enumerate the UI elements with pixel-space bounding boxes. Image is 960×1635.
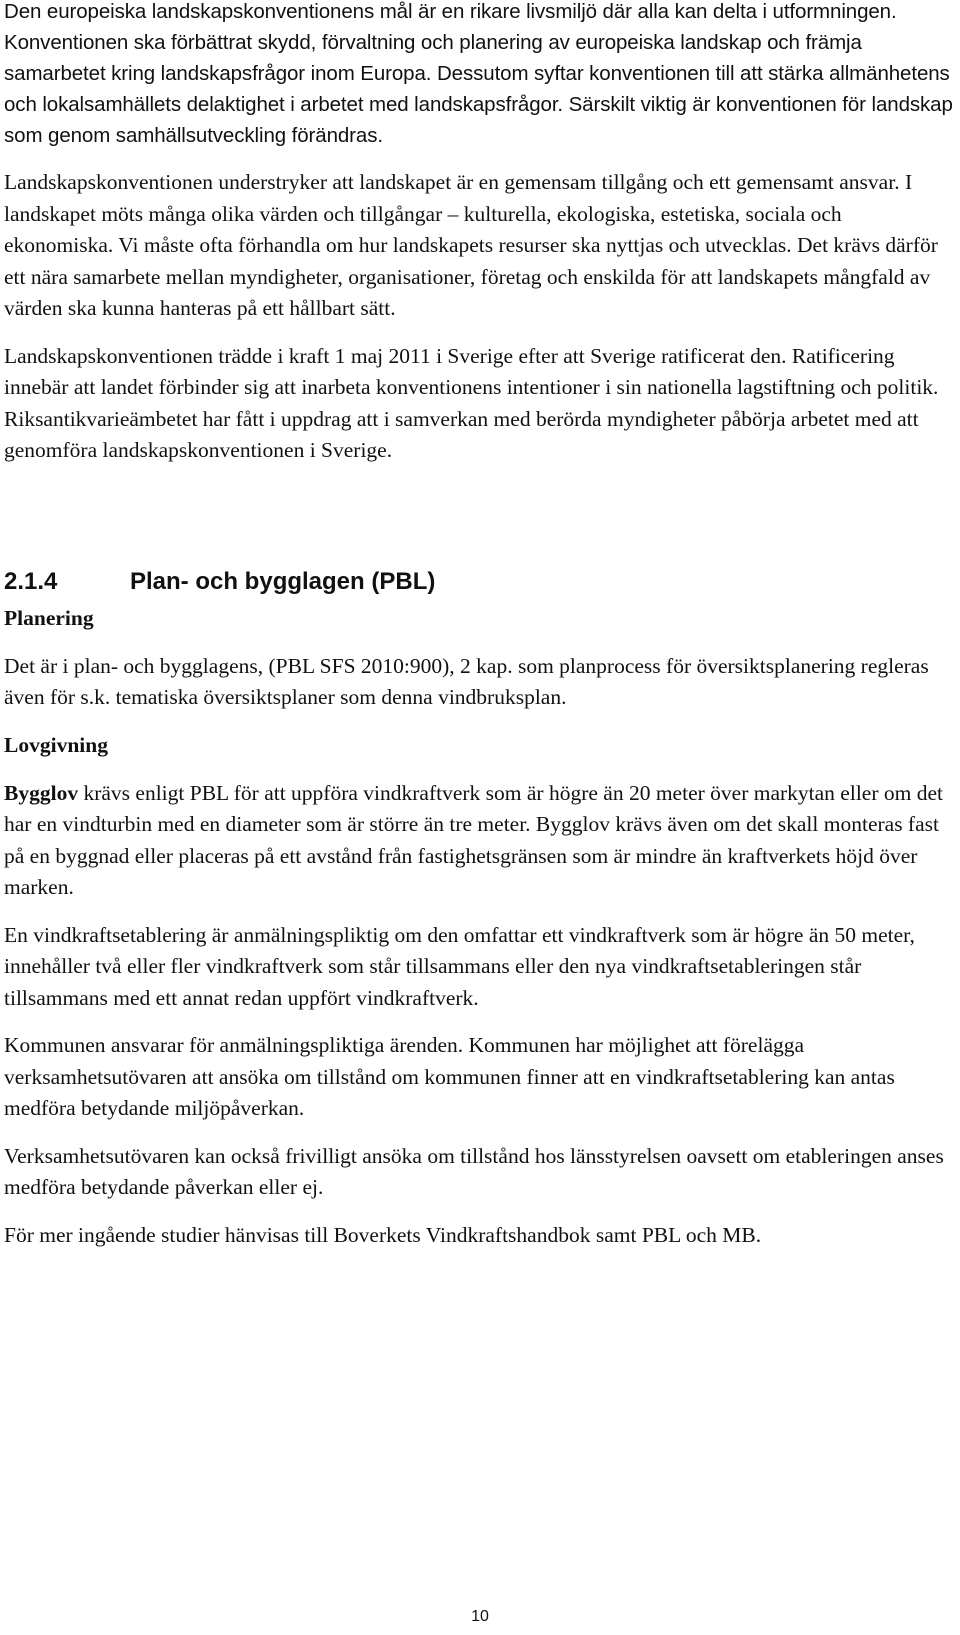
- intro-paragraph: Den europeiska landskapskonventionens mål är en rikare livsmiljö där alla kan delta i utformningen. Konventionen ska förbättrat skydd, förvaltning och planering av europeiska landskap och främja samarbetet kring landskapsfrågor inom Europa. Dessutom syftar konventionen till att stärka allmänhetens och lokalsamhällets delaktighet i arbetet med landskapsfrågor. Särskilt viktig är konventionen för landskap som genom samhällsutveckling förändras.: [4, 0, 953, 147]
- planering-paragraph: Det är i plan- och bygglagens, (PBL SFS 2010:900), 2 kap. som planprocess för översiktsplanering regleras även för s.k. tematiska översiktsplaner som denna vindbruksplan.: [4, 653, 929, 709]
- bygglov-term: Bygglov: [4, 780, 79, 805]
- reference-paragraph: För mer ingående studier hänvisas till Boverkets Vindkraftshandbok samt PBL och MB.: [4, 1222, 762, 1247]
- bygglov-paragraph: [4, 778, 954, 904]
- tillstand-paragraph: Verksamhetsutövaren kan också frivilligt ansöka om tillstånd hos länsstyrelsen oavsett om etableringen anses medföra betydande påverkan eller ej.: [4, 1143, 944, 1199]
- section-number: 2.1.4: [4, 567, 58, 595]
- subheading-lovgivning: Lovgivning: [4, 732, 108, 757]
- page-number: 10: [471, 1608, 489, 1625]
- body-paragraph-common-resource: Landskapskonventionen understryker att landskapet är en gemensam tillgång och ett gemensamt ansvar. I landskapet möts många olika värden och tillgångar – kulturella, ekologiska, estetiska, sociala och ekonomiska. Vi måste ofta förhandla om hur landskapets resurser ska nyttjas och utvecklas. Det krävs därför ett nära samarbete mellan myndigheter, organisationer, företag och enskilda för att landskapets mångfald av värden ska kunna hanteras på ett hållbart sätt.: [4, 170, 938, 320]
- bygglov-text: krävs enligt PBL för att uppföra vindkraftverk som är högre än 20 meter över markytan eller om det har en vindturbin med en diameter som är större än tre meter. Bygglov krävs även om det skall monteras fast på en byggnad eller placeras på ett avstånd från fastighetsgränsen som är mindre än kraftverkets höjd över marken.: [4, 780, 943, 899]
- subheading-planering: Planering: [4, 605, 94, 630]
- section-heading: [4, 567, 954, 597]
- page-content: [4, 0, 954, 1267]
- anmalningsplikt-paragraph: En vindkraftsetablering är anmälningspliktig om den omfattar ett vindkraftverk som är högre än 50 meter, innehåller två eller fler vindkraftverk som står tillsammans eller den nya vindkraftsetableringen står tillsammans med ett annat redan uppfört vindkraftverk.: [4, 922, 915, 1010]
- body-paragraph-ratification: Landskapskonventionen trädde i kraft 1 maj 2011 i Sverige efter att Sverige ratificerat den. Ratificering innebär att landet förbinder sig att inarbeta konventionens intentioner i sin nationella lagstiftning och politik. Riksantikvarieämbetet har fått i uppdrag att i samverkan med berörda myndigheter påbörja arbetet med att genomföra landskapskonventionen i Sverige.: [4, 343, 939, 462]
- kommunen-paragraph: Kommunen ansvarar för anmälningspliktiga ärenden. Kommunen har möjlighet att förelägga verksamhetsutövaren att ansöka om tillstånd om kommunen finner att en vindkraftsetablering kan antas medföra betydande miljöpåverkan.: [4, 1033, 895, 1120]
- section-title: Plan- och bygglagen (PBL): [130, 567, 436, 595]
